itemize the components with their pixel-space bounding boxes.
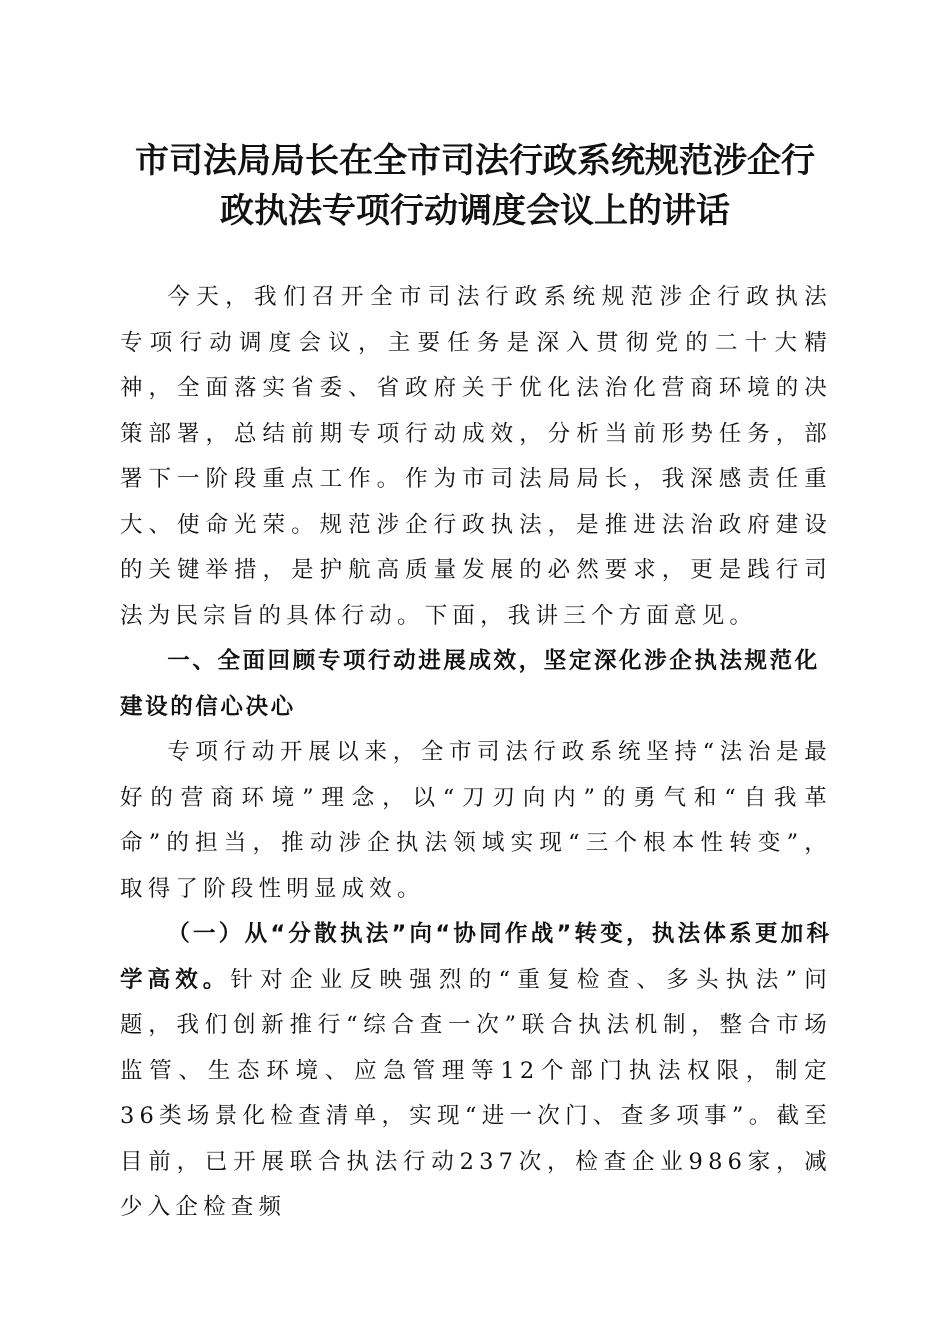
section-1-paragraph: 专项行动开展以来，全市司法行政系统坚持“法治是最好的营商环境”理念，以“刀刃向内”的勇气和“自我革命”的担当，推动涉企执法领域实现“三个根本性转变”，取得了阶段性明显成效。 (120, 739, 832, 902)
subsection-1-text: 针对企业反映强烈的“重复检查、多头执法”问题，我们创新推行“综合查一次”联合执法机制，整合市场监管、生态环境、应急管理等12个部门执法权限，制定36类场景化检查清单，实现“进一次门、查多项事”。截至目前，已开展联合执法行动237次，检查企业986家，减少入企检查频 (120, 966, 832, 1220)
section-1-heading: 一、全面回顾专项行动进展成效，坚定深化涉企执法规范化建设的信心决心 (120, 648, 820, 720)
intro-paragraph: 今天，我们召开全市司法行政系统规范涉企行政执法专项行动调度会议，主要任务是深入贯彻党的二十大精神，全面落实省委、省政府关于优化法治化营商环境的决策部署，总结前期专项行动成效，分析当前形势任务，部署下一阶段重点工作。作为市司法局局长，我深感责任重大、使命光荣。规范涉企行政执法，是推进法治政府建设的关键举措，是护航高质量发展的必然要求，更是践行司法为民宗旨的具体行动。下面，我讲三个方面意见。 (120, 284, 832, 629)
subsection-1-paragraph (120, 912, 832, 1231)
document-title (100, 136, 850, 236)
subsection-1-lead: （一）从“分散执法”向“协同作战”转变，执法体系更加科学高效。 (120, 921, 832, 993)
document-body (120, 275, 832, 1231)
title-line-1: 市司法局局长在全市司法行政系统规范涉企行 (135, 141, 815, 181)
title-line-2: 政执法专项行动调度会议上的讲话 (220, 191, 730, 231)
